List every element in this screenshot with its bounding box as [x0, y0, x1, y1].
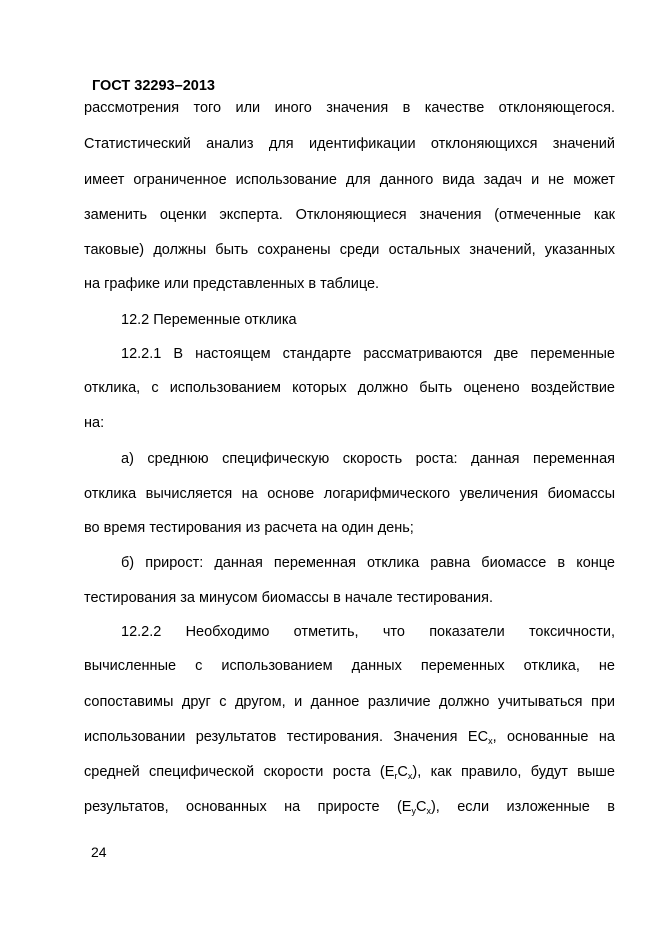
body-line: отклика, с использованием которых должно быть оценено воздействие: [84, 380, 615, 396]
text-run: ), если изложенные в: [430, 799, 615, 815]
subscript: r: [394, 771, 398, 781]
body-line: [84, 797, 615, 817]
text-run: C: [415, 799, 427, 815]
body-line: таковые) должны быть сохранены среди остальных значений, указанных: [84, 242, 615, 258]
body-line: Статистический анализ для идентификации отклоняющихся значений: [84, 136, 615, 152]
text-run: C: [397, 764, 408, 780]
document-header: ГОСТ 32293–2013: [92, 78, 215, 94]
text-run: средней специфической скорости роста (E: [84, 764, 395, 780]
body-line: 12.2.1 В настоящем стандарте рассматриваются две переменные: [121, 346, 615, 362]
subscript: x: [488, 736, 493, 746]
body-line: [84, 762, 615, 782]
page-number: 24: [91, 844, 107, 860]
subscript: y: [411, 806, 416, 816]
body-line: имеет ограниченное использование для данного вида задач и не может: [84, 172, 615, 188]
body-line: на графике или представленных в таблице.: [84, 276, 380, 292]
section-heading: 12.2 Переменные отклика: [121, 312, 297, 328]
list-item-a: а) среднюю специфическую скорость роста: данная переменная: [121, 451, 615, 467]
body-line: заменить оценки эксперта. Отклоняющиеся значения (отмеченные как: [84, 207, 615, 223]
body-line: вычисленные с использованием данных переменных отклика, не: [84, 658, 615, 674]
subscript: x: [407, 771, 413, 781]
body-line: [84, 727, 615, 747]
body-line: во время тестирования из расчета на один день;: [84, 520, 414, 536]
body-line: рассмотрения того или иного значения в качестве отклоняющегося.: [84, 100, 615, 116]
body-line: 12.2.2 Необходимо отметить, что показатели токсичности,: [121, 624, 615, 640]
text-run: использовании результатов тестирования. Значения EC: [84, 729, 489, 745]
text-run: , основанные на: [492, 729, 615, 745]
text-run: ), как правило, будут выше: [412, 764, 615, 780]
body-line: сопоставимы друг с другом, и данное различие должно учитываться при: [84, 694, 615, 710]
list-item-b: б) прирост: данная переменная отклика равна биомассе в конце: [121, 555, 615, 571]
body-line: отклика вычисляется на основе логарифмического увеличения биомассы: [84, 486, 615, 502]
subscript: x: [426, 806, 431, 816]
text-run: результатов, основанных на приросте (E: [84, 799, 412, 815]
body-line: тестирования за минусом биомассы в начале тестирования.: [84, 590, 493, 606]
body-line: на:: [84, 415, 105, 431]
